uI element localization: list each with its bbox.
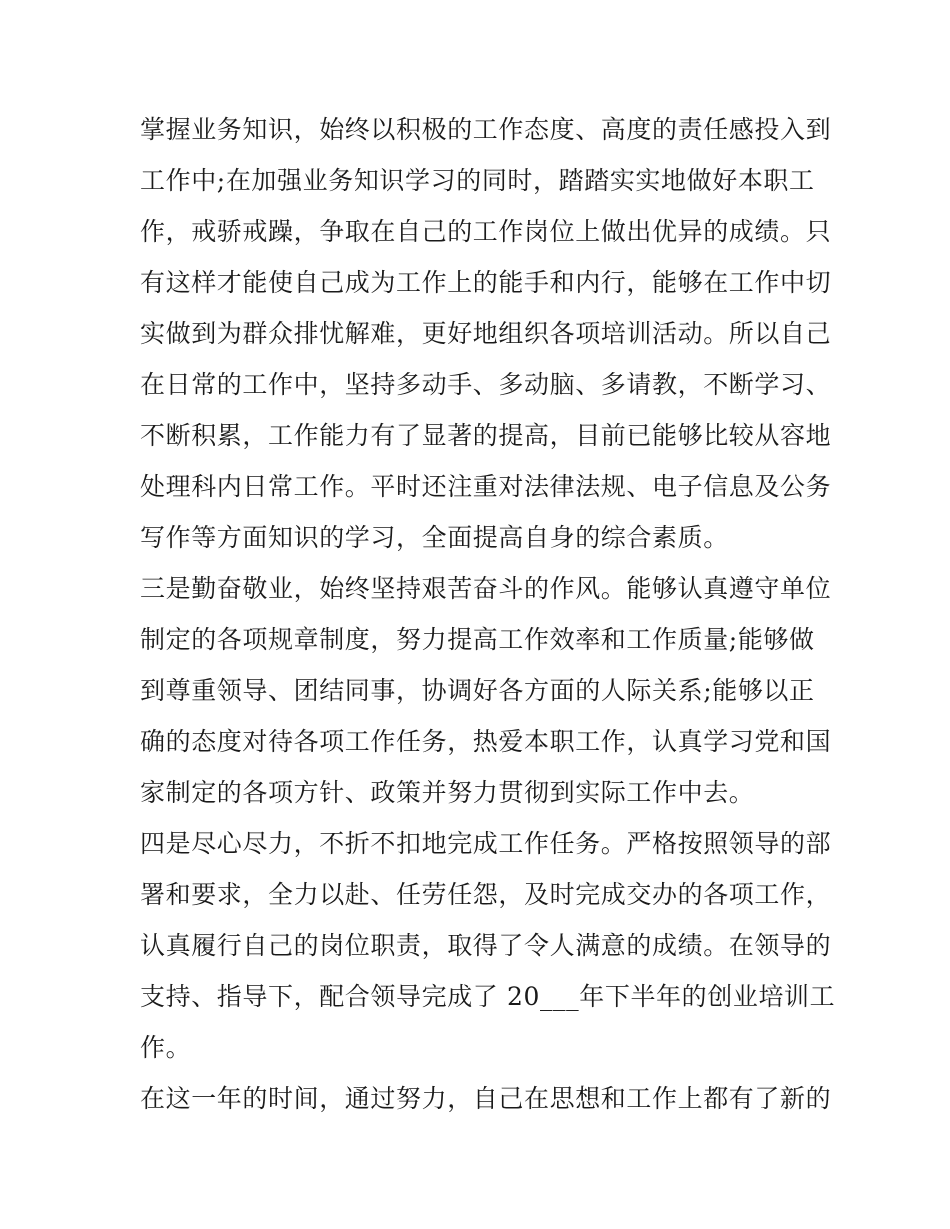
text-line: 作。 <box>140 1033 192 1062</box>
text-line: 家制定的各项方针、政策并努力贯彻到实际工作中去。 <box>140 778 755 807</box>
text-line: 不断积累，工作能力有了显著的提高，目前已能够比较从容地 <box>140 421 832 450</box>
text-line: 在这一年的时间，通过努力，自己在思想和工作上都有了新的 <box>140 1084 832 1113</box>
text-line: 实做到为群众排忧解难，更好地组织各项培训活动。所以自己 <box>140 319 832 348</box>
text-line: 三是勤奋敬业，始终坚持艰苦奋斗的作风。能够认真遵守单位 <box>140 574 832 603</box>
text-line: 写作等方面知识的学习，全面提高自身的综合素质。 <box>140 523 729 552</box>
text-line: 到尊重领导、团结同事，协调好各方面的人际关系;能够以正 <box>140 676 815 705</box>
text-line: 制定的各项规章制度，努力提高工作效率和工作质量;能够做 <box>140 625 815 654</box>
text-line: 确的态度对待各项工作任务，热爱本职工作，认真学习党和国 <box>140 727 832 756</box>
text-line: 掌握业务知识，始终以积极的工作态度、高度的责任感投入到 <box>140 115 832 144</box>
text-line: 四是尽心尽力，不折不扣地完成工作任务。严格按照领导的部 <box>140 829 832 858</box>
text-line: 处理科内日常工作。平时还注重对法律法规、电子信息及公务 <box>140 472 832 501</box>
text-line: 有这样才能使自己成为工作上的能手和内行，能够在工作中切 <box>140 268 832 297</box>
text-line: 署和要求，全力以赴、任劳任怨，及时完成交办的各项工作， <box>140 880 832 909</box>
text-line: 工作中;在加强业务知识学习的同时，踏踏实实地做好本职工 <box>140 166 815 195</box>
text-line: 在日常的工作中，坚持多动手、多动脑、多请教，不断学习、 <box>140 370 832 399</box>
text-line: 认真履行自己的岗位职责，取得了令人满意的成绩。在领导的 <box>140 931 832 960</box>
text-line: 支持、指导下，配合领导完成了 20___年下半年的创业培训工 <box>140 982 836 1011</box>
text-line: 作，戒骄戒躁，争取在自己的工作岗位上做出优异的成绩。只 <box>140 217 832 246</box>
